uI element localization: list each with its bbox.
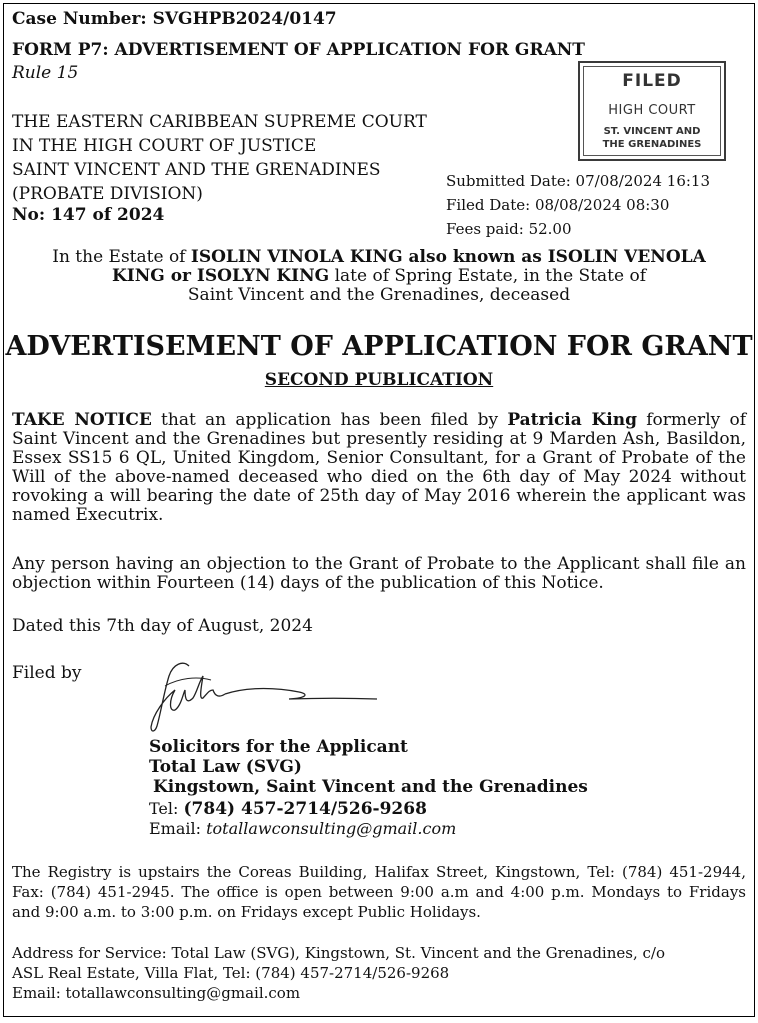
objection-paragraph: Any person having an objection to the Grant of Probate to the Applicant shall file an objection within Fourteen (14) days of the publication of this Notice. [12,554,746,593]
take-notice-paragraph: TAKE NOTICE that an application has been filed by Patricia King formerly of Saint Vincent and the Grenadines but presently residing at 9 Marden Ash, Basildon, Essex SS15 6 QL, United Kingdom, Senior Consultant, for a Grant of Probate of the Will of the above-named deceased who died on the 6th day of May 2024 without rovoking a will bearing the date of 25th day of May 2016 wherein the applicant was named Executrix. [12,410,746,525]
stamp-high-court: HIGH COURT [608,103,696,118]
estate-statement: In the Estate of ISOLIN VINOLA KING also known as ISOLIN VENOLA KING or ISOLYN KING late of Spring Estate, in the State of Saint Vincent and the Grenadines, deceased [52,247,706,305]
service-line-1: Address for Service: Total Law (SVG), Kingstown, St. Vincent and the Grenadines, c/o [12,944,665,962]
probate-notice-page [3,3,755,1017]
case-number: Case Number: SVGHPB2024/0147 [12,9,337,29]
notice-title: ADVERTISEMENT OF APPLICATION FOR GRANT [5,331,753,362]
stamp-filed: FILED [622,71,682,91]
applicant-name: Patricia King [507,410,637,430]
signature-icon [139,654,379,739]
filed-by-label: Filed by [12,663,82,683]
court-line-3: SAINT VINCENT AND THE GRENADINES [12,160,381,180]
form-title: FORM P7: ADVERTISEMENT OF APPLICATION FOR GRANT [12,40,585,60]
stamp-location: ST. VINCENT AND THE GRENADINES [602,126,702,150]
solicitors-heading: Solicitors for the Applicant [149,737,408,757]
dated-line: Dated this 7th day of August, 2024 [12,616,313,636]
court-line-2: IN THE HIGH COURT OF JUSTICE [12,136,317,156]
submitted-date: Submitted Date: 07/08/2024 16:13 [446,172,711,190]
firm-name: Total Law (SVG) [149,757,302,777]
service-line-3: Email: totallawconsulting@gmail.com [12,984,301,1002]
service-line-2: ASL Real Estate, Villa Flat, Tel: (784) 457-2714/526-9268 [12,964,450,982]
firm-location: Kingstown, Saint Vincent and the Grenadines [153,777,588,797]
court-line-1: THE EASTERN CARIBBEAN SUPREME COURT [12,112,427,132]
firm-email: Email: totallawconsulting@gmail.com [149,819,457,838]
fees-paid: Fees paid: 52.00 [446,220,572,238]
publication-label: SECOND PUBLICATION [264,370,494,390]
filed-date: Filed Date: 08/08/2024 08:30 [446,196,670,214]
deceased-name: ISOLIN VINOLA KING also known as ISOLIN VENOLA [190,247,706,267]
filed-stamp [578,61,726,161]
court-line-4: (PROBATE DIVISION) [12,184,203,204]
registry-paragraph: The Registry is upstairs the Coreas Building, Halifax Street, Kingstown, Tel: (784) 451-2944, Fax: (784) 451-2945. The office is open between 9:00 a.m and 4:00 p.m. Mondays to Fridays and 9:00 a.m. to 3:00 p.m. on Fridays except Public Holidays. [12,863,746,921]
firm-telephone: Tel: (784) 457-2714/526-9268 [149,799,427,819]
rule-reference: Rule 15 [12,63,79,83]
claim-number: No: 147 of 2024 [12,205,165,225]
